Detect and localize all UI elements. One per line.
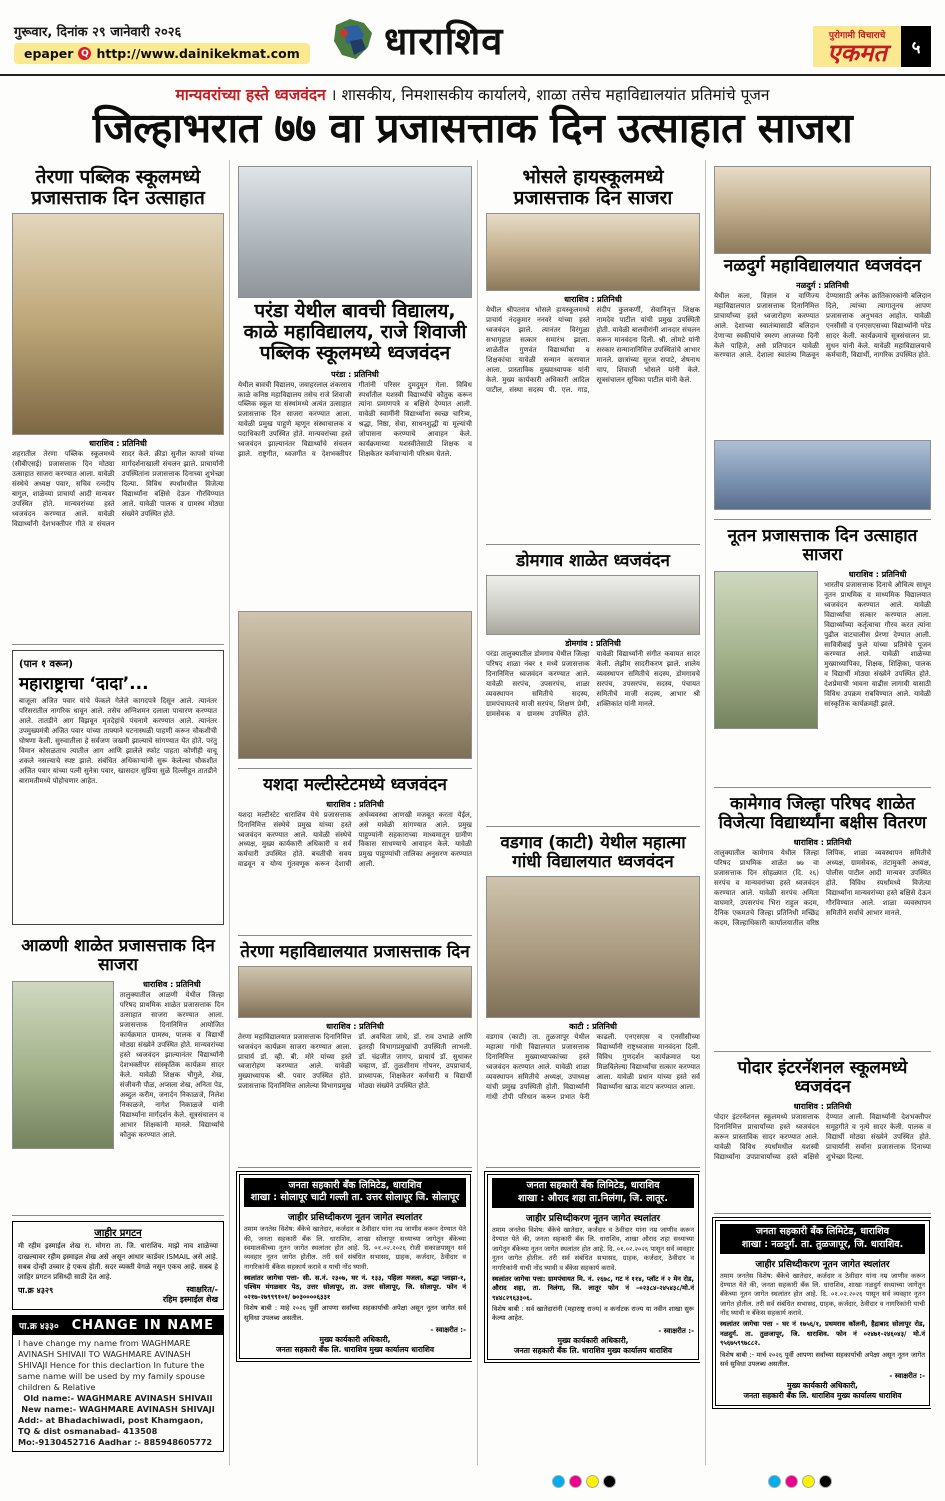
article-body: परंडा तालुक्यातील डोमगाव येथील जिल्हा परिषद शाळा नंबर १ मध्ये प्रजासत्ताक दिनानिमित्त ध्वजवंदन करण्यात आले. यावेळी सरपंच, उपसरपंच, शाळा व्यवस्थापन समितीचे सदस्य, ग्रामपंचायतचे माजी सरपंच, शिक्षण प्रेमी, ग्रामसेवक व ग्रामस्थ उपस्थित होते. यावेळी विद्यार्थ्यांनी संगीत कवायत सादर केली. लेझीम सादरीकरण झाले. शालेय व्यवस्थापन समितीचे सदस्य, डोमगावचे सरपंच, उपसरपंच, सदस्य, पंचायत समितीचे माजी सदस्य, आभार श्री शक्तिकांत यांनी मानले. (486, 650, 700, 718)
registration-marks (0, 1475, 945, 1493)
article-photo-group-seated (238, 611, 472, 759)
bank-notice-title: जाहीर प्रसिध्दीकरण नूतन जागेत स्थलांतर (755, 1259, 890, 1270)
notice-ref: पा.क्र ४३३० (19, 1321, 59, 1332)
masthead-title: धाराशिव (384, 19, 504, 63)
bank-sign-line2: जनता सहकारी बँक लि. धाराशिव मुख्य कार्यालय धाराशिव (275, 1345, 435, 1355)
epaper-url[interactable]: http://www.dainikekmat.com (96, 46, 300, 61)
notice-sign-name: रहिम इस्माईल शेख (162, 1295, 218, 1305)
brand-name: एकमत (827, 39, 887, 67)
article-body: यशदा मल्टीस्टेट धाराशिव येथे प्रजासत्ताक दिनानिमित्त संस्थेचे प्रमुख यांच्या हस्ते ध्वजवंदन करण्यात आले. यावेळी संस्थेचे अध्यक्ष, मुख्य कार्यकारी अधिकारी व सर्व कर्मचारी उपस्थित होते. बचतीची सवय वाढवून व योग्य गुंतवणूक करून देशाची अर्थव्यवस्था आणखी मजबूत करता येईल, असे यावेळी सांगण्यात आले. प्रमुख पाहुण्यांनी सहकाराच्या माध्यमातून ग्रामीण विकास साधण्याचे आवाहन केले. यावेळी प्रमुख पाहुण्यांची तालिका अनुसरण करण्यात आली. (238, 810, 472, 869)
page-number: ५ (901, 26, 931, 67)
yellow-dot-icon (586, 1475, 599, 1488)
epaper-search-icon: Q (78, 47, 91, 60)
article-naldurg (714, 160, 931, 520)
bank-notice-title: जाहीर प्रसिध्दीकरण नूतन जागेत स्थलांतर (287, 1213, 423, 1224)
notice-ref: पा.क्र ४३२९ (18, 1285, 54, 1295)
epaper-link[interactable] (14, 43, 310, 64)
article-domgaon (486, 545, 700, 827)
article-dateline: धाराशिव : प्रतिनिधी (142, 980, 201, 990)
bank-branch: शाखा : नळदुर्ग. ता. तुळजापूर, जि. धाराशिव. (741, 1238, 904, 1250)
notice-sign-label: स्वाक्षरित/- (186, 1284, 218, 1294)
article-terna-college (238, 936, 472, 1168)
bank-notice-sign-label: - स्वाक्षरीत :- (658, 1326, 694, 1335)
header-right (813, 26, 931, 67)
bank-notice-sign-label: - स्वाक्षरीत :- (430, 1325, 466, 1334)
bank-sign-line2: जनता सहकारी बँक लि. धाराशिव मुख्य कार्यालय धाराशिव (513, 1345, 673, 1355)
article-photo-group-row (238, 966, 472, 1018)
article-body: येथील श्रीपतराव भोसले हायस्कूलमध्ये प्राचार्य नंदकुमार ननवरे यांच्या हस्ते ध्वजवंदन झाले. त्यानंतर विरंगुळा सभागृहात सत्कार समारंभ झाला. शाळेतील गुणवंत विद्यार्थ्यांचा व शिक्षकांचा यावेळी सन्मान करण्यात आला. प्रास्ताविक मुख्याध्यापक यांनी केले. मुख्य कार्यकारी अधिकारी आदिल पाटील, संस्था सदस्य पी. एल. गाड, संदीप कुलकर्णी, सेवानिवृत्त शिक्षक नामदेव पाटील यांची प्रमुख उपस्थिती होती. यावेळी बालवीरांनी शानदार संचलन करून मानवंदना दिली. श्री. लोमटे यांनी सरकार सन्मानानिमित्त उपस्थितांचे आभार मानले. छात्रांच्या सूरज सपाटे, शेषनाथ चाप, शिवाजी भोसले यांनी केले. सूत्रसंचालन सूचिका पाटील यांनी केले. (486, 306, 700, 394)
yellow-dot-icon (802, 1475, 815, 1488)
article-headline: यशदा मल्टीस्टेटमध्ये ध्वजवंदन (263, 774, 447, 795)
article-body: शहरातील तेरणा पब्लिक स्कूलमध्ये (सीबीएसई) प्रजासत्ताक दिन मोठ्या उत्साहात साजरा करण्यात आला. यावेळी संस्थेचे अध्यक्ष पवार, सचिव रत्नदीप बागुल, शाळेच्या प्राचार्या आदी मान्यवर उपस्थित होते. मान्यवरांच्या हस्ते ध्वजवंदन करण्यात आले. यावेळी विद्यार्थ्यांनी देशभक्तीपर गीते व संचलन सादर केले. क्रीडा सुनील कापसे यांच्या मार्गदर्शनाखाली संचलन झाले. प्राचार्यांनी उपस्थितांना प्रजासत्ताक दिनाच्या शुभेच्छा दिल्या. विविध स्पर्धांमधील विजेत्या विद्यार्थ्यांना बक्षिसे देऊन गौरविण्यात आले. यावेळी पालक व ग्रामस्थ मोठ्या संख्येने उपस्थित होते. (12, 450, 224, 528)
article-headline: तेरणा पब्लिक स्कूलमध्ये प्रजासत्ताक दिन उत्साहात (31, 165, 205, 210)
kicker-red: मान्यवरांच्या हस्ते ध्वजवंदन (175, 86, 326, 104)
bank-notice-address: स्थलांतर जागेचा पत्ता- सी. स.नं. २३०७, घर नं. १३३, पहिला मजला, श्रद्धा प्लाझा-१, पश्चिम मंगळवार पेठ, उत्तर सोलापूर, ता. उत्तर सोलापूर, जि. सोलापूर. फोन नं ०२१७-२७९९९१०१/ ७०३००००६३३१ (244, 1274, 466, 1301)
article-body: येथील बावची विद्यालय, जवाहरलाल शंकरराव काळे कनिष्ठ महाविद्यालय तसेच राजे शिवाजी पब्लिक स्कूल या संस्थांमध्ये अत्यंत उत्साहात प्रजासत्ताक दिन साजरा करण्यात आला. यावेळी प्रमुख पाहुणे म्हणून संस्थाचालक व पदाधिकारी उपस्थित होते. मान्यवरांच्या हस्ते ध्वजवंदन झाल्यानंतर विद्यार्थ्यांचे संचलन झाले. राष्ट्रगीत, ध्वजगीत व देशभक्तीपर गीतांनी परिसर दुमदुमून गेला. विविध स्पर्धांतील यशस्वी विद्यार्थ्यांचे कौतुक करून त्यांना प्रमाणपत्रे व बक्षिसे देण्यात आली. यावेळी स्वामींनी विद्यार्थ्यांना स्वच्छ चारित्र्य, श्रद्धा, निष्ठा, सेवा, साधनशुद्धी या मूल्यांची जोपासना करण्याचे आवाहन केले. कार्यक्रमाच्या यशस्वीतेसाठी शिक्षक व शिक्षकेतर कर्मचाऱ्यांनी परिश्रम घेतले. (238, 380, 472, 459)
article-dateline: धाराशिव : प्रतिनिधी (326, 1021, 384, 1031)
bank-notice-3 (715, 1220, 930, 1405)
article-alani (12, 930, 224, 1216)
black-dot-icon (603, 1475, 616, 1488)
article-dateline: धाराशिव : प्रतिनिधी (326, 799, 384, 809)
column-1 (12, 160, 224, 1465)
bank-sign-line2: जनता सहकारी बँक लि. धाराशिव मुख्य कार्यालय धाराशिव (743, 1391, 902, 1401)
kicker-row (0, 76, 945, 107)
article-dateline: काटी : प्रतिनिधी (569, 1022, 617, 1032)
article-dateline: नळदुर्ग : प्रतिनिधी (796, 280, 849, 290)
old-name-line: Old name:- WAGHMARE AVINASH SHIVAII (23, 1393, 213, 1404)
article-photo-stage-dignitaries (486, 213, 700, 291)
article-headline: नळदुर्ग महाविद्यालयात ध्वजवंदन (723, 255, 922, 276)
bank-name: जनता सहकारी बँक लिमिटेड, धाराशिव (755, 1226, 890, 1238)
article-headline: डोमगाव शाळेत ध्वजवंदन (516, 551, 670, 572)
bank-sign-line1: मुख्य कार्यकारी अधिकारी, (319, 1334, 391, 1344)
article-bhosale (486, 160, 700, 546)
article-headline: महाराष्ट्राचा ‘दादा’... (19, 674, 149, 695)
brand-tagline: पुरोगामी विचाराचे (828, 31, 886, 41)
article-body: तालुक्यातील आळणी येथील जिल्हा परिषद प्राथमिक शाळेत प्रजासत्ताक दिन उत्साहात साजरा करण्यात आला. प्रजासत्ताक दिनानिमित्त आयोजित कार्यक्रमात ग्रामस्थ, पालक व विद्यार्थी मोठ्या संख्येने उपस्थित होते. मान्यवरांच्या हस्ते ध्वजवंदन झाल्यानंतर विद्यार्थ्यांनी देशभक्तीपर सांस्कृतिक कार्यक्रम सादर केले. यावेळी शिक्षक चौगुले, शेख, संजीवनी पौळ, अप्सला शेख, अनिता पेड, अब्दुल करीम, जनार्दन निकाळजे, निलेश निकाळजे, नागेश निकाळजे यांनी विद्यार्थ्यांना मार्गदर्शन केले. सूत्रसंचालन व आभार शिक्षकांनी मानले. विद्यार्थ्यांचे कौतुक करण्यात आले. (119, 991, 224, 1139)
notice-title: जाहीर प्रगटन (94, 1228, 142, 1240)
article-headline: पोदार इंटरनॅशनल स्कूलमध्ये ध्वजवंदन (737, 1057, 908, 1097)
article-terna-public (12, 160, 224, 646)
page-header (0, 0, 945, 76)
kicker-black: । शासकीय, निमशासकीय कार्यालये, शाळा तसेच महाविद्यालयांत प्रतिमांचे पूजन (330, 86, 770, 104)
notice-title: CHANGE IN NAME (71, 1317, 215, 1333)
article-body: वडगाव (काटी) ता. तुळजापूर येथील महात्मा गांधी विद्यालयात प्रजासत्ताक दिनानिमित्त मुख्याध्यापकांच्या हस्ते ध्वजवंदन करण्यात आले. यावेळी शाळा व्यवस्थापन समितीचे अध्यक्ष, उपाध्यक्ष यांची प्रमुख उपस्थिती होती. विद्यार्थ्यांनी गांधी टोपी परिधान करून प्रभात फेरी काढली. एनएसएस व एनसीसीच्या विद्यार्थ्यांनी राष्ट्रध्वजास मानवंदना दिली. विविध गुणदर्शन कार्यक्रमात यश मिळविलेल्या विद्यार्थ्यांचा सत्कार करण्यात आला. यावेळी प्रधान यांच्या हस्ते सर्व विद्यार्थ्यांना खाऊ वाटप करण्यात आला. (486, 1033, 700, 1102)
article-dateline: धाराशिव : प्रतिनिधी (848, 569, 907, 579)
article-photo-students-white (486, 575, 700, 635)
cmyk-marks-right (768, 1475, 832, 1488)
bank-branch: शाखा : औराद शहा ता.निलंगा, जि. लातूर. (518, 1193, 668, 1205)
district-map-icon (330, 15, 376, 65)
column-3 (477, 160, 700, 1465)
address-line: Add:- at Bhadachiwadi, post Khamgaon, TQ & dist osmanabad- 413508 (18, 1415, 204, 1437)
new-name-line: New name:- WAGHMARE AVINASH SHIVAJI (21, 1404, 215, 1415)
article-paranda (238, 160, 472, 769)
content-grid (0, 156, 945, 1465)
article-photo-flag-ceremony (12, 213, 224, 435)
article-headline: तेरणा महाविद्यालयात प्रजासत्ताक दिन (240, 941, 470, 962)
article-nutan (714, 520, 931, 788)
article-photo-flag-hoisting (238, 166, 472, 298)
epaper-label: epaper (24, 46, 74, 61)
public-notice-pragatan (12, 1221, 224, 1309)
contact-line: Mo:-9130452716 Aadhar :- 885948605772 (18, 1437, 213, 1448)
notice-body: I have change my name from WAGHMARE AVINASH SHIVAII TO WAGHMARE AVINASH SHIVAJI Hence for this declartion In future the same name will be used by my family spouse children & Relative (18, 1337, 205, 1392)
bank-notice-special: विशेष बाबी : माहे २०२६ पूर्वी आपणा सर्वांच्या सहकार्याची अपेक्षा असून नूतन जागेत सर्व सुविधा उपलब्ध असतील. (244, 1304, 466, 1322)
magenta-dot-icon (569, 1475, 582, 1488)
bank-notice-special: विशेष बाबी :- मार्च २०२६ पूर्वी आपणा सर्वांच्या सहकार्याची अपेक्षा असून नूतन जागेत सर्व सुविधा उपलब्ध असतील. (720, 1350, 925, 1368)
bank-name: जनता सहकारी बँक लिमिटेड, धाराशिव (526, 1180, 660, 1192)
change-in-name-notice (12, 1315, 224, 1453)
bank-notice-body: तमाम जनतेस विशेष: बँकेचे खातेदार, कर्जदार व ठेवीदार यांना नम्र जाणीव करून देण्यात येते की, जनता सहकारी बँक लि. धाराशिव, शाखा नळदुर्ग सध्याच्या जागेतून बँकेच्या नूतन जागेत स्थलांतर होत आहे. दि. ०१.०२.२०२६ पासून सर्व व्यवहार नूतन जागेत होतील. तरी सर्व संबंधित सभासद, ग्राहक, कर्जदार, ठेवीदार व नागरिकांनी याची नोंद घ्यावी व बँकेस सहकार्य करावे. (720, 1271, 925, 1318)
article-yashada (238, 769, 472, 936)
article-dateline: धाराशिव : प्रतिनिधी (793, 1102, 852, 1112)
article-headline: आळणी शाळेत प्रजासत्ताक दिन साजरा (21, 936, 215, 976)
article-dateline: धाराशिव : प्रतिनिधी (793, 837, 852, 847)
column-2 (229, 160, 472, 1465)
article-headline: भोसले हायस्कूलमध्ये प्रजासत्ताक दिन साजरा (513, 165, 673, 210)
bank-notice-body: तमाम जनतेस विशेष: बँकेचे खातेदार, कर्जदार व ठेवीदार यांना नम्र जाणीव करून देण्यात येते की, जनता सहकारी बँक लि. धाराशिव, शाखा सोलापूर सध्याच्या जागेतून बँकेच्या स्वमालकीच्या नूतन जागेत स्थलांतर होत आहे. दि. ०१.०२.२०२६ रोजी सकाळपासून सर्व व्यवहार नूतन जागेत होतील. तरी सर्व संबंधित सभासद, ग्राहक, कर्जदार, ठेवीदार व नागरिकांनी बँकेस सहकार्य करावे व याची नोंद घ्यावी. (244, 1225, 466, 1271)
article-headline: परंडा येथील बावची विद्यालय, काळे महाविद्यालय, राजे शिवाजी पब्लिक स्कूलमध्ये ध्वजवंदन (243, 299, 467, 365)
magenta-dot-icon (785, 1475, 798, 1488)
bank-sign-line1: मुख्य कार्यकारी अधिकारी, (557, 1335, 629, 1345)
column-4 (705, 160, 931, 1465)
article-dateline: परंडा : प्रतिनिधी (331, 369, 379, 379)
article-headline: वडगाव (काटी) येथील महात्मा गांधी विद्यालयात ध्वजवंदन (500, 833, 686, 873)
article-body: तेरणा महाविद्यालयात प्रजासत्ताक दिनानिमित्त ध्वजवंदन कार्यक्रम साजरा करण्यात आला. प्राचार्य डॉ. व्ही. बी. मोरे यांच्या हस्ते ध्वजारोहण करण्यात आले. यावेळी मुख्याध्यापक श्री. पवार उपस्थित होते. प्रजासत्ताक दिनानिमित्त आलेल्या विभागप्रमुख डॉ. अवचिता जाधे, डॉ. राव उभाळे आणि इतरही विभागप्रमुखांची उपस्थिती लाभली. डॉ. चंद्रजीत जागप, प्राचार्य डॉ. सुधाकर चव्हाण, डॉ. तुळशीराम गोपनर, उपप्राचार्य, प्राध्यापक, शिक्षकेतर कर्मचारी व विद्यार्थी मोठ्या संख्येने उपस्थित होते. (238, 1032, 472, 1091)
article-headline: कामेगाव जिल्हा परिषद शाळेत विजेत्या विद्यार्थ्यांना बक्षीस वितरण (718, 793, 927, 833)
article-photo-children-group (714, 571, 818, 729)
brand-box (813, 26, 901, 67)
article-dateline: डोमगांव : प्रतिनिधी (565, 639, 621, 649)
bank-sign-line1: मुख्य कार्यकारी अधिकारी, (786, 1381, 859, 1391)
article-body: तालुक्यातील कामेगाव येथील जिल्हा परिषद प्राथमिक शाळेत ७७ वा प्रजासत्ताक दिन सोहळ्यात (दि. २६) सरपंच व मान्यवरांच्या हस्ते ध्वजवंदन करण्यात आले. यावेळी सरपंच अमिता वाघमारे, उपसरपंच भिरा राहुल कदम, दैनिक एकमतचे जिल्हा प्रतिनिधी मच्छिंद्र कदम, जिल्हाधिकारी कार्यालयातील वरिष्ठ लिपिक, शाळा व्यवस्थापन समितीचे अध्यक्ष, ग्रामसेवक, तंटामुक्ती अध्यक्ष, पोलीस पाटील आदी मान्यवर उपस्थित होते. विविध स्पर्धांमध्ये विजेत्या विद्यार्थ्यांना मान्यवरांच्या हस्ते बक्षिसे देऊन गौरविण्यात आले. शाळा व्यवस्थापन समितीने सर्वांचे आभार मानले. (714, 848, 931, 927)
bank-notice-1 (239, 1174, 471, 1359)
bank-notice-address: स्थलांतर जागेचा पत्ता: ग्रामपंचायत मि. नं. २६७८, गट नं ११४, प्लॉट नं २ मेन रोड, औराद शहा, ता. निलंगा, जि. लातूर फोन नं –०२३८४-२४५४३८/मो.नं ९४४८२९६३३०६. (492, 1274, 694, 1302)
bank-notice-special: विशेष बाबी : सर्व खातेदारांनी (महाराष्ट्र राज्य) व कर्नाटक राज्य या नवीन शाखा सुरू केल्या आहेत. (492, 1304, 694, 1323)
article-photo-students-blue (714, 440, 931, 510)
article-dada-continued (12, 650, 224, 925)
black-dot-icon (819, 1475, 832, 1488)
article-wadgaon (486, 827, 700, 1168)
article-body: भारतीय प्रजासत्ताक दिनाचे औचित्य साधून नूतन प्राथमिक व माध्यमिक विद्यालयात ध्वजवंदन करण्यात आले. यावेळी विद्यार्थ्यांचा सत्कार करण्यात आला. विद्यार्थ्यांच्या कर्तृत्वाचा गौरव करत त्यांना पुढील वाटचालीस प्रेरणा देण्यात आली. सावित्रीबाई फुले यांच्या प्रतिमेचे पूजन करण्यात आले. यावेळी शाळेच्या मुख्याध्यापिका, शिक्षक, शिक्षिका, पालक व विद्यार्थी मोठ्या संख्येने उपस्थित होते. देशप्रेमाची भावना वाढीस लागावी यासाठी विविध उपक्रम राबविण्यात आले. यावेळी सांस्कृतिक कार्यक्रमही झाले. (824, 580, 931, 709)
article-headline: नूतन प्रजासत्ताक दिन उत्साहात साजरा (727, 525, 918, 565)
cyan-dot-icon (768, 1475, 781, 1488)
article-body: पोदार इंटरनॅशनल स्कूलमध्ये प्रजासत्ताक दिनानिमित्त प्राचार्यांच्या हस्ते ध्वजवंदन करून प्रास्ताविक सादर करण्यात आले. यावेळी विविध स्पर्धांमधील यशस्वी विद्यार्थ्यांना उपप्राचार्यांच्या हस्ते बक्षिसे देण्यात आली. विद्यार्थ्यांनी देशभक्तीपर समूहगीते व नृत्ये सादर केली. पालक व विद्यार्थी मोठ्या संख्येने उपस्थित होते. प्राचार्यांनी सर्वांना प्रजासत्ताक दिनाच्या शुभेच्छा दिल्या. (714, 1113, 931, 1161)
article-photo-school-building (12, 981, 114, 1149)
main-headline: जिल्हाभरात ७७ वा प्रजासत्ताक दिन उत्साहात साजरा (92, 104, 853, 152)
continued-from-label: (पान १ वरून) (19, 659, 74, 671)
article-body: येथील कला, विज्ञान व वाणिज्य महाविद्यालयात प्रजासत्ताक दिनानिमित्त प्राचार्यांच्या हस्ते ध्वजारोहण करण्यात आले. देशाच्या स्वातंत्र्यासाठी बलिदान देणाऱ्या स्वकीयांचे स्मरण आजच्या दिनी केले पाहिजे, असे प्रतिपादन यावेळी करण्यात आले. देशाला स्वातंत्र्य मिळवून देण्यासाठी अनेक क्रांतिकारकांनी बलिदान दिले, त्यांच्या त्यागातूनच आपण प्रजासत्ताक अनुभवत आहोत. यावेळी एनसीसी व एनएसएसच्या विद्यार्थ्यांनी परेड सादर केली. कार्यक्रमाचे सूत्रसंचालन प्रा. सुधन यांनी केले. यावेळी महाविद्यालयाचे कर्मचारी, विद्यार्थी, नागरिक उपस्थित होते. (714, 291, 931, 360)
header-left (14, 22, 304, 64)
bank-notice-body: तमाम जनतेस विशेष: बँकेचे खातेदार, कर्जदार व ठेवीदार यांना नम्र जाणीव करून देण्यात येते की, जनता सहकारी बँक लि. धाराशिव, शाखा औराद शहा सध्याच्या जागेतून बँकेच्या नूतन जागेत स्थलांतर होत आहे. दि. ०१.०२.२०२६ पासून सर्व व्यवहार नूतन जागेत होतील. तरी सर्व संबंधित सभासद, ग्राहक, कर्जदार, ठेवीदार व नागरिकांनी याची नोंद घ्यावी व बँकेस सहकार्य करावे. (492, 1226, 694, 1272)
article-dateline: धाराशिव : प्रतिनिधी (564, 295, 622, 305)
article-kamegaon (714, 788, 931, 1052)
bank-notice-2 (487, 1174, 699, 1359)
cyan-dot-icon (552, 1475, 565, 1488)
bank-notice-address: स्थलांतर जागेचा पत्ता - घर नं १७५६/१, प्रथमराव कॉलनी, हैद्राबाद सोलापूर रोड, नळदुर्ग. ता. तुळजापूर, जि. धाराशिव. फोन नं ०२४७१-२४६०४३/ मो.नं ९५६७५९९७८८२. (720, 1320, 925, 1348)
article-photo-gandhi-caps (486, 876, 700, 1018)
bank-branch: शाखा : सोलापूर चाटी गल्ली ता. उत्तर सोलापूर जि. सोलापूर (250, 1192, 460, 1204)
notice-body: मी रहीम इस्माईल शेख रा. मोगरा ता. जि. धाराशिव. माझे नाव शाळेच्या दाखल्यावर रहीम इस्माइल शेख असे असून आधार कार्डवर ISMAIL असे आहे. सबब दोन्ही उच्चार हे एकच होती. सदर व्यक्ती वेगळे नसून एकच आहे. सबब हे जाहिर प्रगटन प्रसिध्दी साठी देत आहे. (18, 1242, 218, 1281)
article-podar (714, 1052, 931, 1214)
bank-name: जनता सहकारी बँक लिमिटेड, धाराशिव (288, 1179, 422, 1191)
article-photo-dignitaries (714, 166, 931, 254)
cmyk-marks-left (552, 1475, 616, 1488)
bank-notice-title: जाहीर प्रसिध्दीकरण नूतन जागेत स्थलांतर (525, 1214, 661, 1225)
masthead (330, 14, 503, 66)
article-dateline: धाराशिव : प्रतिनिधी (89, 439, 147, 449)
article-body: बाजूला अजित पवार यांचे फेकले गेलेले कागदपत्रे दिसून आले. त्यानंतर परिसरातील नागरिक धावून आले. तसेच अग्निशमन दलाला पाचारण करण्यात आले. तातडीने आग विझवून मृतदेहांचे पंचनामे करण्यात आले. त्यानंतर उपमुख्यमंत्री अजित पवार यांच्या ताफ्याने घटनास्थळी पाहणी करून चौकशीची घोषणा केली. सुरुवातीला हे सर्वजण जखमी झाल्याचे सांगण्यात येत होते. परंतु विमान कोसळताच त्यातील आग आणि झालेले स्फोट पाहता कोणीही वाचू शकले नसल्याचे स्पष्ट झाले. संबंधित अधिकाऱ्यांनी सुरू केलेल्या चौकशीत अजित पवार यांच्या पत्नी सुनेत्रा पवार, खासदार सुप्रिया सुळे दिल्लीहून तातडीने बारामतीमध्ये पोहोचणार आहेत. (19, 697, 217, 785)
date-line: गुरूवार, दिनांक २९ जानेवारी २०२६ (14, 25, 182, 40)
bank-notice-sign-label: - स्वाक्षरीत :- (889, 1372, 925, 1381)
